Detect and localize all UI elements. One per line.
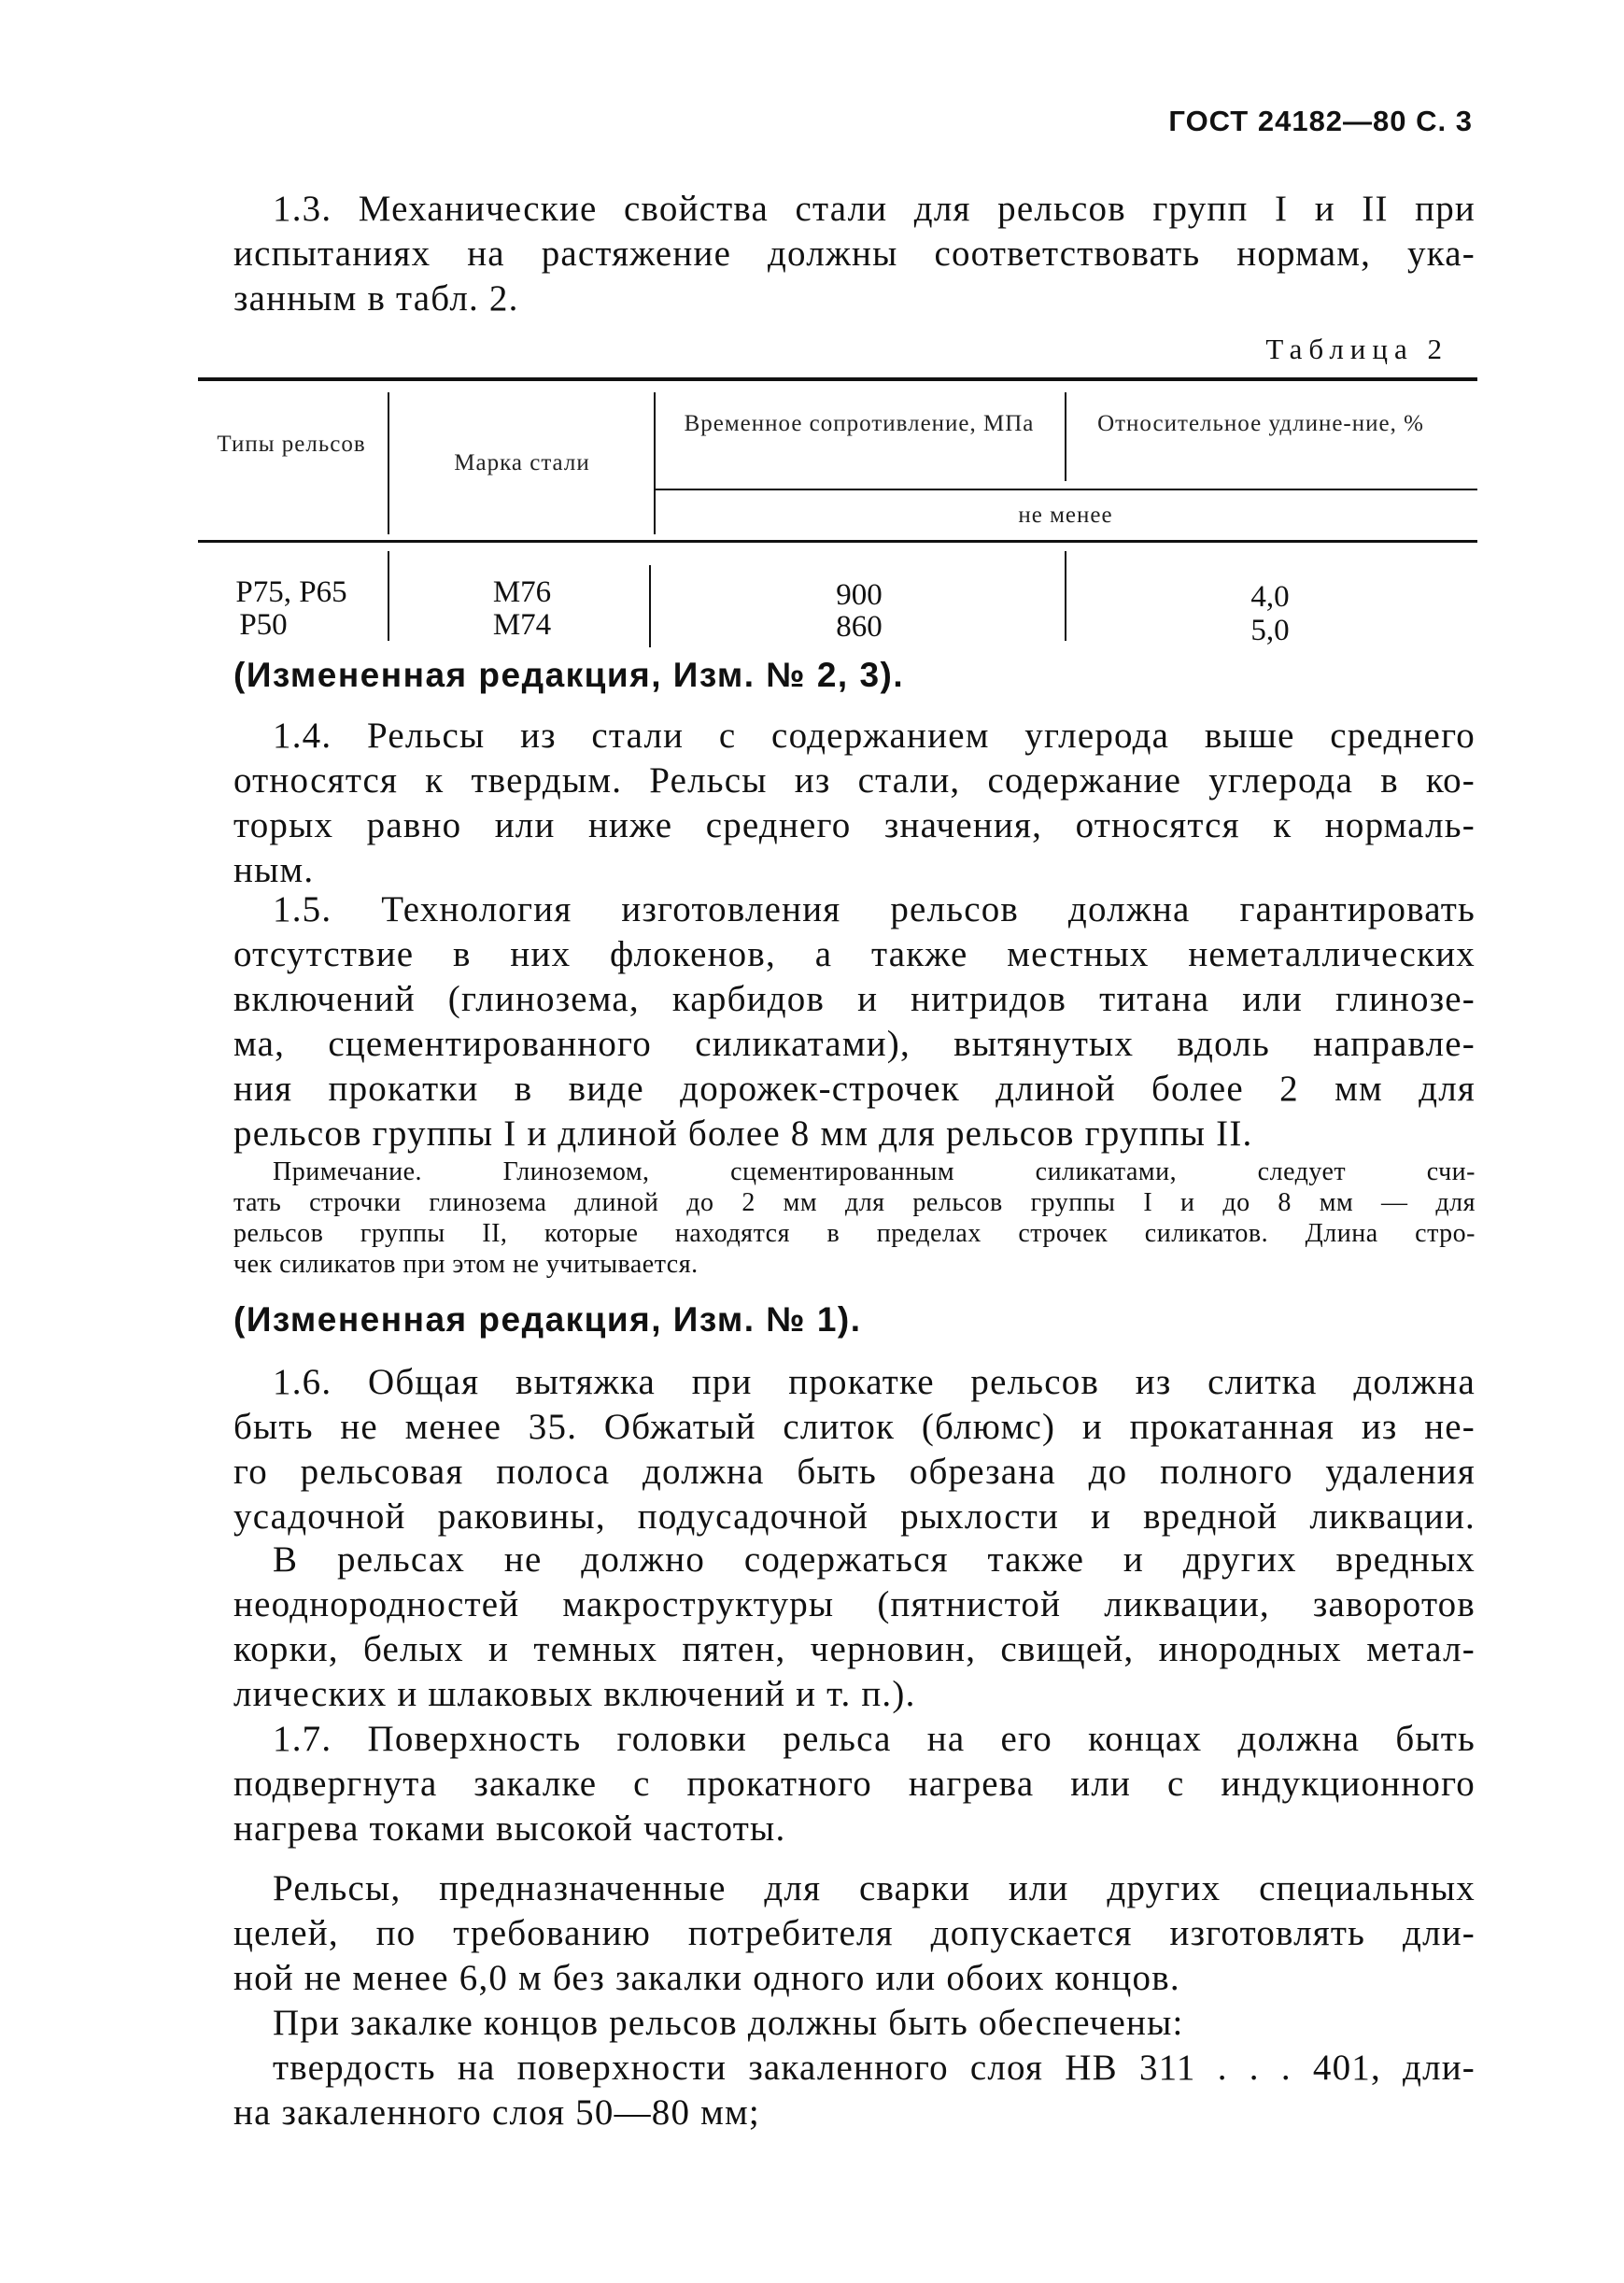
text-line: включений (глинозема, карбидов и нитридов титана или глинозе- — [233, 979, 1476, 1019]
cell-rail-types: Р75, Р65 — [235, 575, 347, 609]
page-header: ГОСТ 24182—80 С. 3 — [1168, 105, 1473, 137]
text-line: лических и шлаковых включений и т. п.). — [233, 1674, 916, 1714]
text-line: ной не менее 6,0 м без закалки одного или обоих концов. — [233, 1958, 1180, 1998]
text-line: 1.7. Поверхность головки рельса на его концах должна быть — [273, 1719, 1476, 1759]
text-line: целей, по требованию потребителя допускается изготовлять дли- — [233, 1913, 1476, 1953]
cell-steel-grade: М74 — [492, 608, 552, 642]
text-line: занным в табл. 2. — [233, 278, 519, 319]
text-line: испытаниях на растяжение должны соответствовать нормам, ука- — [233, 234, 1476, 274]
table-vline — [1065, 551, 1066, 641]
table-vline — [388, 551, 389, 641]
text-line: 1.5. Технология изготовления рельсов должна гарантировать — [273, 889, 1476, 929]
table-subheader-rule — [654, 489, 1477, 490]
text-line: Рельсы, предназначенные для сварки или других специальных — [273, 1868, 1476, 1908]
text-line: рельсов группы I и длиной более 8 мм для рельсов группы II. — [233, 1113, 1253, 1154]
text-line: отсутствие в них флокенов, а также местных неметаллических — [233, 934, 1476, 974]
text-line: ным. — [233, 850, 315, 890]
table-top-rule — [198, 377, 1477, 381]
text-line: го рельсовая полоса должна быть обрезана до полного удаления — [233, 1452, 1476, 1492]
text-line: корки, белых и темных пятен, черновин, свищей, инородных метал- — [233, 1629, 1476, 1669]
text-line: относятся к твердым. Рельсы из стали, содержание углерода в ко- — [233, 760, 1476, 801]
text-line: неоднородностей макроструктуры (пятнистой ликвации, заворотов — [233, 1584, 1476, 1624]
text-line: чек силикатов при этом не учитывается. — [233, 1250, 699, 1279]
text-line: 1.6. Общая вытяжка при прокатке рельсов из слитка должна — [273, 1362, 1476, 1402]
text-line: тать строчки глинозема длиной до 2 мм для рельсов группы I и до 8 мм — для — [233, 1188, 1476, 1217]
text-line: твердость на поверхности закаленного слоя НВ 311 . . . 401, дли- — [273, 2048, 1476, 2088]
text-line: подвергнута закалке с прокатного нагрева или с индукционного — [233, 1764, 1476, 1804]
text-line: В рельсах не должно содержаться также и других вредных — [273, 1539, 1476, 1580]
header-elongation: Относительное удлине-ние, % — [1097, 411, 1424, 436]
cell-tensile-strength: 860 — [836, 610, 883, 644]
text-line: При закалке концов рельсов должны быть обеспечены: — [273, 2003, 1184, 2043]
header-tensile-strength: Временное сопротивление, МПа — [684, 411, 1035, 436]
paragraph-defects — [233, 1538, 1476, 1717]
paragraph-1-7 — [233, 1717, 1476, 1851]
text-line: усадочной раковины, подусадочной рыхлости и вредной ликвации. — [233, 1496, 1476, 1537]
paragraph-1-3 — [233, 187, 1476, 321]
paragraph-welding — [233, 1866, 1476, 2001]
paragraph-1-4 — [233, 714, 1476, 893]
paragraph-hardness — [233, 2046, 1476, 2135]
paragraph-1-6 — [233, 1360, 1476, 1539]
table-caption: Таблица 2 — [1265, 333, 1448, 365]
text-line: нагрева токами высокой частоты. — [233, 1808, 786, 1849]
text-line: торых равно или ниже среднего значения, относятся к нормаль- — [233, 805, 1476, 845]
paragraph-1-5 — [233, 887, 1476, 1156]
header-steel-grade: Марка стали — [454, 450, 590, 475]
text-line: 1.3. Механические свойства стали для рельсов групп I и II при — [273, 189, 1476, 229]
header-rail-types: Типы рельсов — [217, 432, 366, 457]
text-line: рельсов группы II, которые находятся в пределах строчек силикатов. Длина стро- — [233, 1219, 1476, 1248]
remark — [233, 1156, 1476, 1280]
cell-elongation: 5,0 — [1250, 614, 1290, 647]
text-line: 1.4. Рельсы из стали с содержанием углерода выше среднего — [273, 716, 1476, 756]
cell-steel-grade: М76 — [492, 575, 552, 609]
table-header-bottom-rule — [198, 540, 1477, 543]
text-line: Примечание. Глиноземом, сцементированным силикатами, следует счи- — [273, 1157, 1476, 1186]
header-not-less: не менее — [1018, 503, 1113, 528]
text-line: на закаленного слоя 50—80 мм; — [233, 2092, 760, 2133]
text-line: ма, сцементированного силикатами), вытянутых вдоль направле- — [233, 1024, 1476, 1064]
cell-tensile-strength: 900 — [836, 578, 883, 612]
text-line: быть не менее 35. Обжатый слиток (блюмс) и прокатанная из не- — [233, 1407, 1476, 1447]
cell-rail-types: Р50 — [239, 608, 288, 642]
amendment-note: (Измененная редакция, Изм. № 2, 3). — [233, 656, 905, 694]
table-vline — [388, 392, 389, 534]
text-line: ния прокатки в виде дорожек-строчек длиной более 2 мм для — [233, 1069, 1476, 1109]
table-vline — [1065, 392, 1066, 481]
paragraph-hardening — [233, 2001, 1476, 2046]
cell-elongation: 4,0 — [1250, 580, 1290, 614]
amendment-note: (Измененная редакция, Изм. № 1). — [233, 1300, 862, 1339]
